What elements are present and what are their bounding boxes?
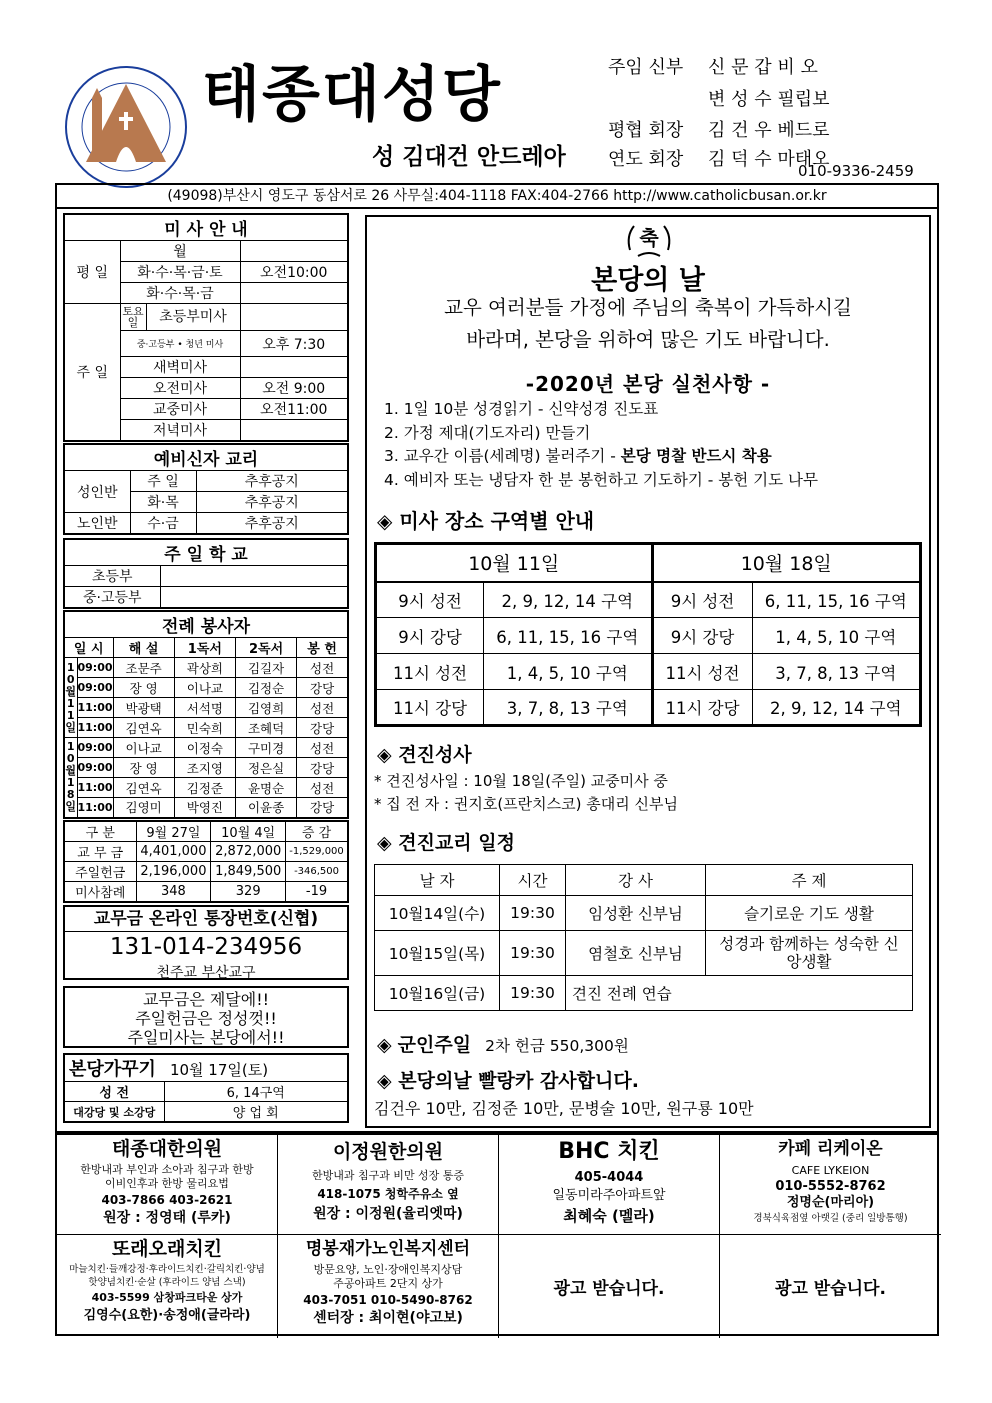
- ad-placeholder: 광고 받습니다.: [775, 1279, 886, 1299]
- patron-name: 성 김대건 안드레아: [372, 144, 566, 170]
- ad-clinic-taejongdae: 태종대한의원 한방내과 부인과 소아과 침구과 한방 이비인후과 한방 물리요법 403-7866 403-2621 원장 : 정영태 (루카): [57, 1135, 278, 1235]
- ad-cafe-lykeion: 카페 리케이온 CAFE LYKEION 010-5552-8762 정명순(마리아) 경북식육점옆 아랫길 (중리 일방통행): [720, 1135, 941, 1235]
- slogan-box: 교무금은 제달에!! 주일헌금은 정성껏!! 주일미사는 본당에서!!: [63, 986, 349, 1048]
- church-logo: [58, 62, 194, 192]
- diamond-icon: ◈: [377, 832, 392, 854]
- address-bar: (49098)부산시 영도구 동삼서로 26 사무실:404-1118 FAX:404-2766 http://www.catholicbusan.or.kr: [55, 183, 939, 209]
- confirmation-details: * 견진성사일 : 10월 18일(주일) 교중미사 중 * 집 전 자 : 권지호(프란치스코) 총대리 신부님: [374, 772, 678, 813]
- diamond-icon: ◈: [377, 1070, 392, 1092]
- class-heading: ◈ 견진교리 일정: [377, 832, 515, 854]
- practice-title: -2020년 본당 실천사항 -: [525, 372, 771, 396]
- ad-ddorae-chicken: 또래오래치킨 마늘치킨·들깨강정·후라이드치킨·갈릭치킨·양념 핫양념치킨·순살 (후라이드 양념 스낵) 403-5599 삼창파크타운 상가 김영수(요한)·송정애(글라라): [57, 1235, 278, 1338]
- anniversary-title: 본당의 날: [591, 265, 705, 296]
- thanks-heading: ◈ 본당의날 빨랑카 감사합니다.: [377, 1070, 639, 1092]
- mass-schedule-table: 미 사 안 내 평 일 월 화·수·목·금·토 오전10:00 화·수·목·금 주 일 토요일 초등부미사 중·고등부 • 청년 미사 오후 7:30 새벽미사 오전미사 오전 9:00 교중미사 오전11:00 저녁미사: [63, 213, 349, 442]
- ad-clinic-leejungwon: 이정원한의원 한방내과 침구과 비만 성장 통증 418-1075 청학주유소 옆 원장 : 이정원(율리엣따): [278, 1135, 499, 1235]
- practice-list: 1. 1일 10분 성경읽기 - 신약성경 진도표 2. 가정 제대(기도자리) 만들기 3. 교우간 이름(세례명) 불러주기 - 본당 명찰 반드시 착용 4. 예비자 또는 냉담자 한 분 봉헌하고 기도하기 - 봉헌 기도 나무: [384, 400, 818, 489]
- account-title: 교무금 온라인 통장번호(신협): [65, 907, 347, 932]
- ad-bhc-chicken: BHC 치킨 405-4044 일동미라주아파트앞 최혜숙 (멜라): [499, 1135, 720, 1235]
- contact-phone: 010-9336-2459: [798, 162, 914, 180]
- zone-heading: ◈ 미사 장소 구역별 안내: [377, 509, 595, 533]
- greeting-text: 교우 여러분들 가정에 주님의 축복이 가득하시길 바라며, 본당을 위하여 많은 기도 바랍니다.: [444, 296, 852, 351]
- catechumen-table: 예비신자 교리 성인반 주 일 추후공지 화·목 추후공지 노인반 수·금 추후공지: [63, 443, 349, 535]
- sunday-school-table: 주 일 학 교 초등부 중·고등부: [63, 538, 349, 609]
- account-owner: 천주교 부산교구: [156, 965, 256, 981]
- decor-table: 본당가꾸기 10월 17일(토) 성 전 6, 14구역 대강당 및 소강당 양 업 회: [63, 1053, 349, 1123]
- staff-list: 주임 신부 신 문 갑 비 오 변 성 수 필립보 평협 회장 김 건 우 베드로 연도 회장 김 덕 수 마태오: [608, 57, 830, 170]
- servers-table: 전례 봉사자 일 시 해 설 1독서 2독서 봉 헌 10월11일 09:00 조문주 곽상희 김길자 성전 09:00 장 영 이나교 김정순 강당 11:00 박광택 서석명 김영희 성전 11:00 김연옥 민숙희 조혜덕 강당 10월18일 09:00 이나교 이정숙 구미경 성전 09:00 장 영 조지영 정은실 강당 11:00 김연옥 김정준 윤명순 성전 11:00 김영미 박영진 이윤종 강당: [63, 610, 349, 819]
- military-sunday: ◈ 군인주일 2차 헌금 550,300원: [377, 1034, 629, 1056]
- confirmation-heading: ◈ 견진성사: [377, 744, 472, 766]
- diamond-icon: ◈: [377, 744, 392, 766]
- finance-table: 구 분 9월 27일 10월 4일 증 감 교 무 금 4,401,000 2,872,000 -1,529,000 주일헌금 2,196,000 1,849,500 -346,500 미사참례 348 329 -19: [63, 820, 349, 903]
- diamond-icon: ◈: [377, 1034, 392, 1056]
- diamond-icon: ◈: [377, 509, 393, 533]
- page-title: 태종대성당: [202, 60, 502, 130]
- zone-table: 10월 11일 10월 18일 9시 성전 2, 9, 12, 14 구역 9시 성전 6, 11, 15, 16 구역 9시 강당 6, 11, 15, 16 구역 9시 강당 1, 4, 5, 10 구역 11시 성전 1, 4, 5, 10 구역 11시 성전 3, 7, 8, 13 구역 11시 강당 3, 7, 8, 13 구역 11시 강당 2, 9, 12, 14 구역: [374, 542, 922, 727]
- account-number: 131-014-234956: [109, 934, 303, 960]
- celebration-badge: 축: [624, 220, 674, 260]
- ad-senior-care-center: 명봉재가노인복지센터 방문요양, 노인·장애인복지상담 주공아파트 2단지 상가 403-7051 010-5490-8762 센터장 : 최이현(야고보): [278, 1235, 499, 1338]
- thanks-list: 김건우 10만, 김정준 10만, 문병술 10만, 원구룡 10만: [374, 1099, 754, 1118]
- ads-grid: [55, 1133, 939, 1336]
- ad-placeholder: 광고 받습니다.: [499, 1235, 720, 1338]
- class-table: 날 자 시간 강 사 주 제 10월14일(수) 19:30 임성환 신부님 슬기로운 기도 생활 10월15일(목) 19:30 염철호 신부님 성경과 함께하는 성숙한 신앙생활 10월16일(금) 19:30 견진 전례 연습: [374, 864, 913, 1011]
- account-box: [63, 905, 349, 980]
